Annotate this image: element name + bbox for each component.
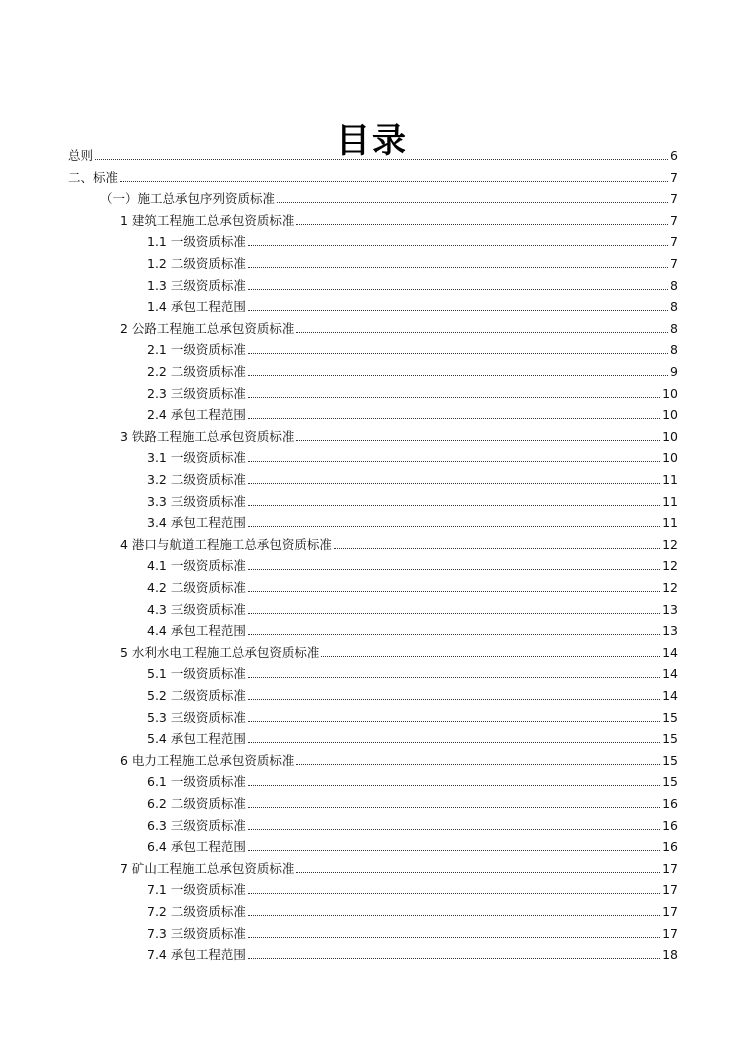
toc-entry[interactable] [147, 878, 678, 898]
toc-dot-leader [248, 828, 660, 830]
toc-entry-label: 1.4 承包工程范围 [147, 299, 246, 315]
toc-entry-label: 4 港口与航道工程施工总承包资质标准 [120, 536, 332, 552]
toc-entry[interactable] [147, 382, 678, 402]
toc-entry[interactable] [147, 662, 678, 682]
toc-entry[interactable] [120, 749, 678, 769]
toc-dot-leader [248, 266, 668, 268]
toc-entry-label: 4.3 三级资质标准 [147, 601, 246, 617]
toc-page-number: 10 [662, 428, 678, 444]
toc-page-number: 7 [670, 212, 678, 228]
toc-entry[interactable] [147, 619, 678, 639]
toc-entry-label: 3 铁路工程施工总承包资质标准 [120, 428, 295, 444]
toc-entry[interactable] [120, 857, 678, 877]
toc-entry-label: 5.2 二级资质标准 [147, 688, 246, 703]
toc-entry-label: 3.3 三级资质标准 [147, 493, 246, 509]
toc-entry[interactable] [147, 295, 678, 315]
toc-entry[interactable] [147, 252, 678, 272]
toc-dot-leader [248, 460, 660, 462]
toc-entry-label: 5 水利水电工程施工总承包资质标准 [120, 644, 320, 660]
toc-page-number: 8 [670, 277, 678, 293]
toc-page-number: 16 [662, 817, 678, 833]
toc-dot-leader [248, 784, 660, 786]
toc-page-number: 12 [662, 580, 678, 595]
toc-entry[interactable] [147, 511, 678, 531]
toc-page-number: 13 [662, 601, 678, 617]
toc-dot-leader [248, 590, 660, 592]
toc-entry[interactable] [147, 943, 678, 963]
toc-dot-leader [248, 633, 660, 635]
toc-page-number: 15 [662, 709, 678, 725]
toc-entry[interactable] [147, 490, 678, 510]
toc-entry-label: 7.1 一级资质标准 [147, 882, 246, 898]
toc-entry[interactable] [120, 209, 678, 229]
toc-page-number: 8 [670, 342, 678, 358]
toc-entry-label: 1.3 三级资质标准 [147, 277, 246, 293]
toc-dot-leader [248, 568, 660, 570]
toc-entry[interactable] [68, 166, 678, 186]
toc-dot-leader [248, 504, 660, 506]
toc-entry[interactable] [147, 792, 678, 812]
toc-entry[interactable] [120, 641, 678, 661]
toc-entry-label: 4.4 承包工程范围 [147, 623, 246, 639]
toc-page-number: 7 [670, 234, 678, 250]
toc-dot-leader [277, 201, 668, 203]
toc-page-number: 17 [662, 925, 678, 941]
toc-page-number: 7 [670, 191, 678, 207]
toc-entry[interactable] [147, 770, 678, 790]
toc-entry[interactable] [147, 468, 678, 488]
toc-page-number: 17 [662, 860, 678, 876]
toc-page-number: 7 [670, 256, 678, 271]
toc-dot-leader [248, 698, 660, 700]
toc-entry[interactable] [147, 274, 678, 294]
toc-dot-leader [248, 374, 668, 376]
toc-dot-leader [248, 525, 660, 527]
toc-entry[interactable] [147, 360, 678, 380]
page-title: 目录 [336, 120, 408, 161]
toc-entry-label: 2.3 三级资质标准 [147, 385, 246, 401]
toc-dot-leader [296, 871, 660, 873]
toc-page-number: 8 [670, 299, 678, 315]
toc-entry-label: 7.4 承包工程范围 [147, 947, 246, 963]
toc-entry-label: 总则 [68, 148, 94, 163]
toc-entry[interactable] [120, 533, 678, 553]
toc-entry-label: （一）施工总承包序列资质标准 [100, 191, 276, 207]
toc-page-number: 9 [670, 364, 678, 379]
toc-entry-label: 2.1 一级资质标准 [147, 342, 246, 358]
toc-dot-leader [296, 331, 668, 333]
toc-entry-label: 3.4 承包工程范围 [147, 515, 246, 531]
toc-dot-leader [248, 352, 668, 354]
toc-dot-leader [248, 244, 668, 246]
toc-dot-leader [248, 849, 660, 851]
toc-page-number: 13 [662, 623, 678, 639]
toc-dot-leader [296, 223, 668, 225]
toc-entry[interactable] [147, 403, 678, 423]
toc-entry[interactable] [120, 317, 678, 337]
toc-page-number: 8 [670, 320, 678, 336]
toc-entry-label: 6.3 三级资质标准 [147, 817, 246, 833]
toc-dot-leader [248, 806, 660, 808]
toc-entry-label: 5.4 承包工程范围 [147, 731, 246, 747]
toc-entry[interactable] [147, 230, 678, 250]
toc-entry-label: 1.1 一级资质标准 [147, 234, 246, 250]
toc-dot-leader [248, 288, 668, 290]
toc-dot-leader [248, 417, 660, 419]
toc-page-number: 10 [662, 450, 678, 466]
toc-page-number: 6 [670, 148, 678, 163]
toc-entry[interactable] [68, 144, 678, 164]
toc-entry[interactable] [147, 835, 678, 855]
toc-dot-leader [248, 612, 660, 614]
toc-dot-leader [248, 482, 660, 484]
toc-dot-leader [321, 655, 660, 657]
toc-entry[interactable] [147, 727, 678, 747]
toc-entry-label: 2.2 二级资质标准 [147, 364, 246, 379]
toc-page-number: 17 [662, 904, 678, 919]
toc-entry[interactable] [147, 598, 678, 618]
toc-page-number: 12 [662, 536, 678, 552]
toc-entry-label: 1 建筑工程施工总承包资质标准 [120, 212, 295, 228]
toc-dot-leader [296, 439, 660, 441]
toc-entry[interactable] [147, 900, 678, 920]
toc-page-number: 15 [662, 752, 678, 768]
toc-entry-label: 5.3 三级资质标准 [147, 709, 246, 725]
toc-dot-leader [248, 892, 660, 894]
toc-entry[interactable] [100, 187, 678, 207]
toc-page-number: 16 [662, 839, 678, 855]
toc-dot-leader [248, 914, 660, 916]
toc-dot-leader [334, 547, 660, 549]
toc-entry-label: 1.2 二级资质标准 [147, 256, 246, 271]
toc-page-number: 11 [662, 493, 678, 509]
toc-entry-label: 6.2 二级资质标准 [147, 796, 246, 811]
toc-page-number: 16 [662, 796, 678, 811]
toc-page-number: 15 [662, 774, 678, 790]
toc-entry-label: 4.1 一级资质标准 [147, 558, 246, 574]
toc-entry-label: 6 电力工程施工总承包资质标准 [120, 752, 295, 768]
toc-entry[interactable] [147, 554, 678, 574]
toc-entry[interactable] [147, 338, 678, 358]
toc-entry[interactable] [147, 922, 678, 942]
toc-entry[interactable] [147, 576, 678, 596]
toc-page-number: 18 [662, 947, 678, 963]
toc-entry-label: 6.4 承包工程范围 [147, 839, 246, 855]
toc-dot-leader [248, 936, 660, 938]
toc-dot-leader [248, 676, 660, 678]
toc-dot-leader [248, 741, 660, 743]
toc-dot-leader [95, 158, 668, 160]
toc-entry-label: 7.3 三级资质标准 [147, 925, 246, 941]
toc-entry-label: 4.2 二级资质标准 [147, 580, 246, 595]
toc-page-number: 12 [662, 558, 678, 574]
toc-page-number: 11 [662, 472, 678, 487]
toc-page-number: 15 [662, 731, 678, 747]
toc-dot-leader [296, 763, 660, 765]
toc-entry-label: 2.4 承包工程范围 [147, 407, 246, 423]
toc-dot-leader [248, 309, 668, 311]
toc-entry[interactable] [147, 706, 678, 726]
toc-entry-label: 7.2 二级资质标准 [147, 904, 246, 919]
toc-page-number: 10 [662, 407, 678, 423]
toc-page-number: 17 [662, 882, 678, 898]
toc-dot-leader [120, 180, 668, 182]
toc-entry[interactable] [120, 425, 678, 445]
toc-dot-leader [248, 720, 660, 722]
toc-entry-label: 2 公路工程施工总承包资质标准 [120, 320, 295, 336]
toc-page-number: 7 [670, 169, 678, 185]
toc-entry[interactable] [147, 446, 678, 466]
toc-entry-label: 7 矿山工程施工总承包资质标准 [120, 860, 295, 876]
toc-entry-label: 3.1 一级资质标准 [147, 450, 246, 466]
toc-page-number: 14 [662, 688, 678, 703]
toc-page-number: 10 [662, 385, 678, 401]
toc-entry[interactable] [147, 684, 678, 704]
toc-entry-label: 二、标准 [68, 169, 119, 185]
toc-entry-label: 5.1 一级资质标准 [147, 666, 246, 682]
toc-entry-label: 6.1 一级资质标准 [147, 774, 246, 790]
toc-page-number: 14 [662, 644, 678, 660]
toc-page-number: 14 [662, 666, 678, 682]
toc-dot-leader [248, 396, 660, 398]
toc-entry-label: 3.2 二级资质标准 [147, 472, 246, 487]
toc-page-number: 11 [662, 515, 678, 531]
toc-entry[interactable] [147, 814, 678, 834]
toc-dot-leader [248, 957, 660, 959]
